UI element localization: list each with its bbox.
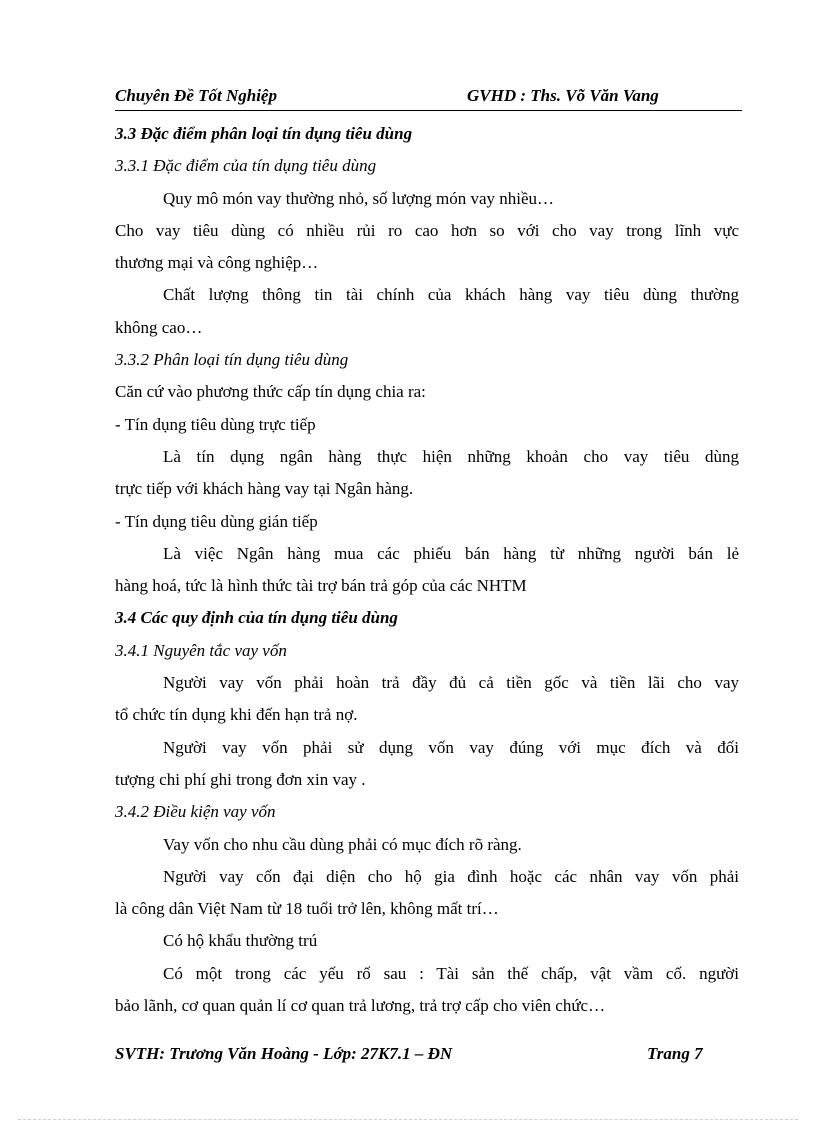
paragraph-line: Chất lượng thông tin tài chính của khách hàng vay tiêu dùng thường — [163, 285, 739, 305]
subsection-heading-3-4-1: 3.4.1 Nguyên tắc vay vốn — [115, 640, 287, 660]
header-title: Chuyên Đề Tốt Nghiệp — [115, 86, 277, 105]
section-heading-3-3: 3.3 Đặc điểm phân loại tín dụng tiêu dùng — [115, 124, 413, 143]
page-break-divider — [18, 1119, 798, 1120]
subsection-heading-3-3-2: 3.3.2 Phân loại tín dụng tiêu dùng — [115, 350, 349, 370]
list-item: - Tín dụng tiêu dùng gián tiếp — [115, 511, 318, 531]
paragraph-line: thương mại và công nghiệp… — [115, 253, 319, 273]
paragraph-line: Người vay vốn phải sử dụng vốn vay đúng với mục đích và đối — [163, 737, 739, 757]
paragraph-line: Có hộ khẩu thường trú — [163, 931, 318, 951]
page-number: Trang 7 — [647, 1044, 703, 1063]
paragraph-line: Có một trong các yếu rố sau : Tài sản thế chấp, vật vầm cố. người — [163, 963, 739, 983]
paragraph-line: bảo lãnh, cơ quan quản lí cơ quan trả lương, trả trợ cấp cho viên chức… — [115, 996, 606, 1016]
paragraph-line: Người vay cốn đại diện cho hộ gia đình hoặc các nhân vay vốn phải — [163, 866, 739, 886]
header-advisor: GVHD : Ths. Võ Văn Vang — [467, 86, 659, 105]
paragraph-line: là công dân Việt Nam từ 18 tuổi trở lên, không mất trí… — [115, 899, 499, 919]
page-header — [115, 84, 742, 111]
document-body — [115, 118, 739, 1022]
paragraph-line: hàng hoá, tức là hình thức tài trợ bán trả góp của các NHTM — [115, 576, 527, 596]
list-item: - Tín dụng tiêu dùng trực tiếp — [115, 414, 316, 434]
paragraph-line: trực tiếp với khách hàng vay tại Ngân hàng. — [115, 479, 414, 499]
subsection-heading-3-4-2: 3.4.2 Điều kiện vay vốn — [115, 802, 276, 822]
paragraph-line: Là việc Ngân hàng mua các phiếu bán hàng từ những người bán lẻ — [163, 543, 739, 563]
paragraph-line: tượng chi phí ghi trong đơn xin vay . — [115, 769, 366, 789]
paragraph-line: Người vay vốn phải hoàn trả đầy đủ cả tiền gốc và tiền lãi cho vay — [163, 673, 739, 693]
paragraph-line: Vay vốn cho nhu cầu dùng phải có mục đích rõ ràng. — [163, 834, 522, 854]
page-footer — [115, 1044, 715, 1064]
paragraph-line: tổ chức tín dụng khi đến hạn trả nợ. — [115, 705, 358, 725]
subsection-heading-3-3-1: 3.3.1 Đặc điểm của tín dụng tiêu dùng — [115, 156, 377, 176]
paragraph-line: Quy mô món vay thường nhỏ, số lượng món vay nhiều… — [163, 188, 555, 208]
paragraph-line: Là tín dụng ngân hàng thực hiện những khoản cho vay tiêu dùng — [163, 446, 739, 466]
section-heading-3-4: 3.4 Các quy định của tín dụng tiêu dùng — [115, 608, 398, 628]
paragraph-line: không cao… — [115, 317, 203, 337]
paragraph-line: Căn cứ vào phương thức cấp tín dụng chia ra: — [115, 382, 426, 402]
paragraph-line: Cho vay tiêu dùng có nhiều rủi ro cao hơn so với cho vay trong lĩnh vực — [115, 220, 739, 240]
footer-author: SVTH: Trương Văn Hoàng - Lớp: 27K7.1 – ĐN — [115, 1044, 453, 1063]
